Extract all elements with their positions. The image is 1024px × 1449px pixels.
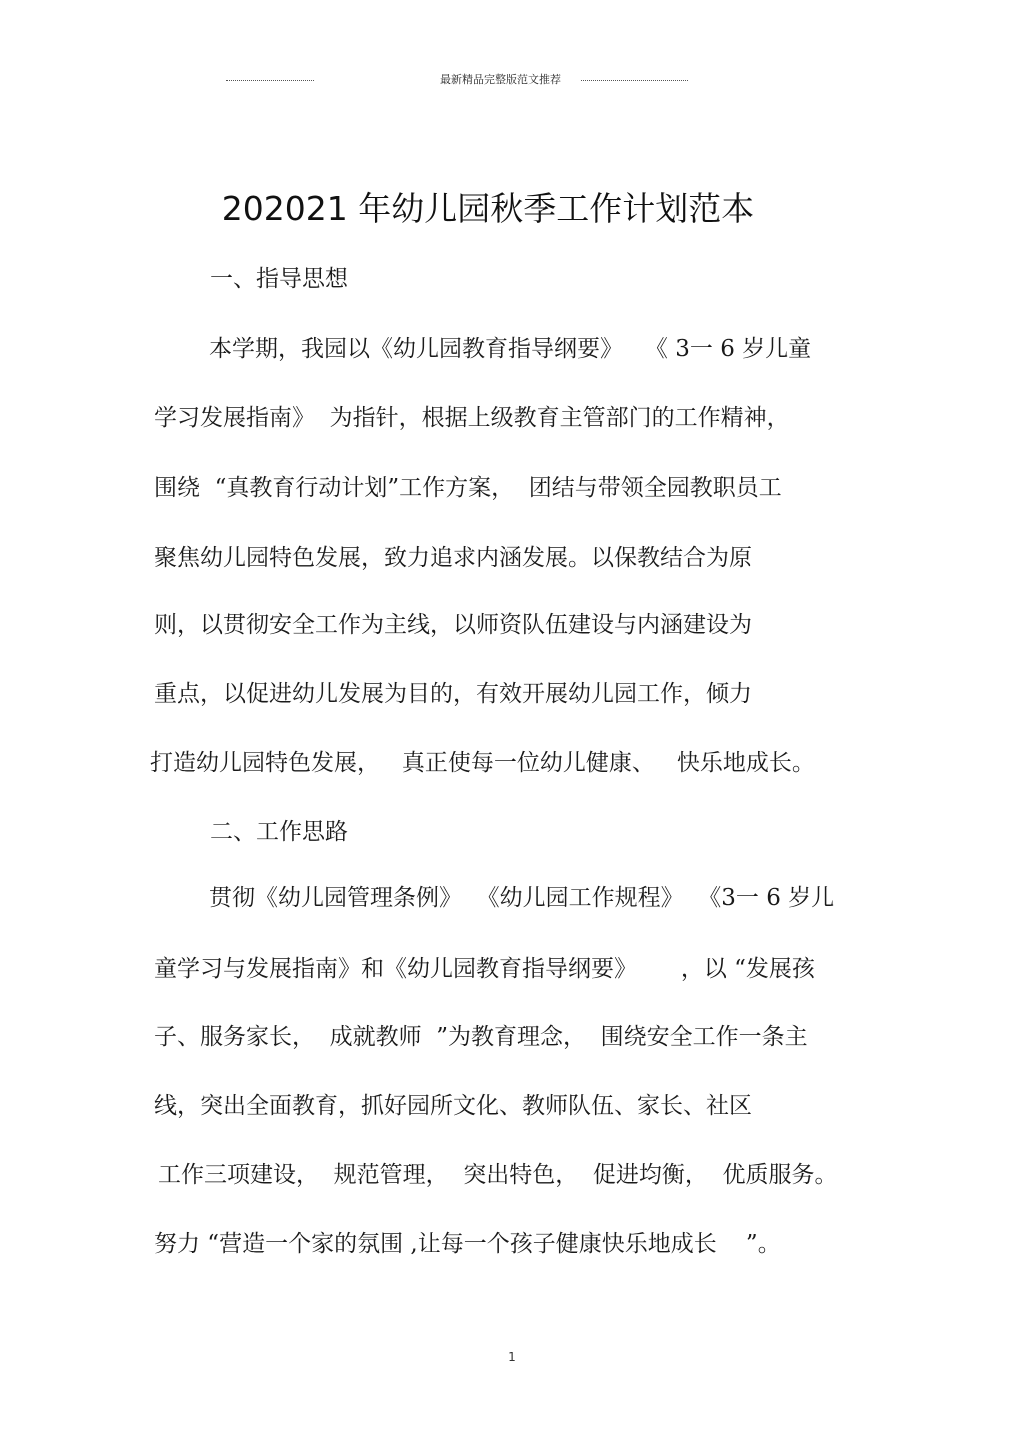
header-rule-left xyxy=(226,80,314,81)
page-header xyxy=(226,72,688,88)
paragraph-line: 学习发展指南》 为指针，根据上级教育主管部门的工作精神， xyxy=(154,405,790,431)
paragraph-line: 线，突出全面教育，抓好园所文化、教师队伍、家长、社区 xyxy=(154,1093,752,1119)
paragraph-line: 重点，以促进幼儿发展为目的，有效开展幼儿园工作，倾力 xyxy=(154,681,752,707)
document-title: 202021 年幼儿园秋季工作计划范本 xyxy=(221,189,755,228)
paragraph-line: 则，以贯彻安全工作为主线，以师资队伍建设与内涵建设为 xyxy=(154,612,752,638)
section-heading-work-approach: 二、工作思路 xyxy=(210,819,348,845)
paragraph-line: 打造幼儿园特色发展， 真正使每一位幼儿健康、 快乐地成长。 xyxy=(150,750,815,776)
header-rule-right xyxy=(581,80,688,81)
paragraph-line: 工作三项建设， 规范管理， 突出特色， 促进均衡， 优质服务。 xyxy=(158,1162,838,1188)
paragraph-line: 努力 “营造一个家的氛围 ,让每一个孩子健康快乐地成长 ”。 xyxy=(154,1231,781,1257)
paragraph-line: 贯彻《幼儿园管理条例》 《幼儿园工作规程》 《3一 6 岁儿 xyxy=(209,885,835,911)
header-text: 最新精品完整版范文推荐 xyxy=(440,73,561,86)
paragraph-line: 围绕 “真教育行动计划”工作方案， 团结与带领全园教职员工 xyxy=(154,475,782,501)
paragraph-line: 子、服务家长， 成就教师 ”为教育理念， 围绕安全工作一条主 xyxy=(154,1024,808,1050)
paragraph-line: 童学习与发展指南》和《幼儿园教育指导纲要》 ，以 “发展孩 xyxy=(154,956,815,982)
page-number: 1 xyxy=(508,1350,516,1364)
paragraph-line: 本学期，我园以《幼儿园教育指导纲要》 《 3一 6 岁儿童 xyxy=(209,336,812,362)
paragraph-line: 聚焦幼儿园特色发展，致力追求内涵发展。以保教结合为原 xyxy=(154,545,752,571)
section-heading-guiding-ideology: 一、指导思想 xyxy=(210,266,348,292)
